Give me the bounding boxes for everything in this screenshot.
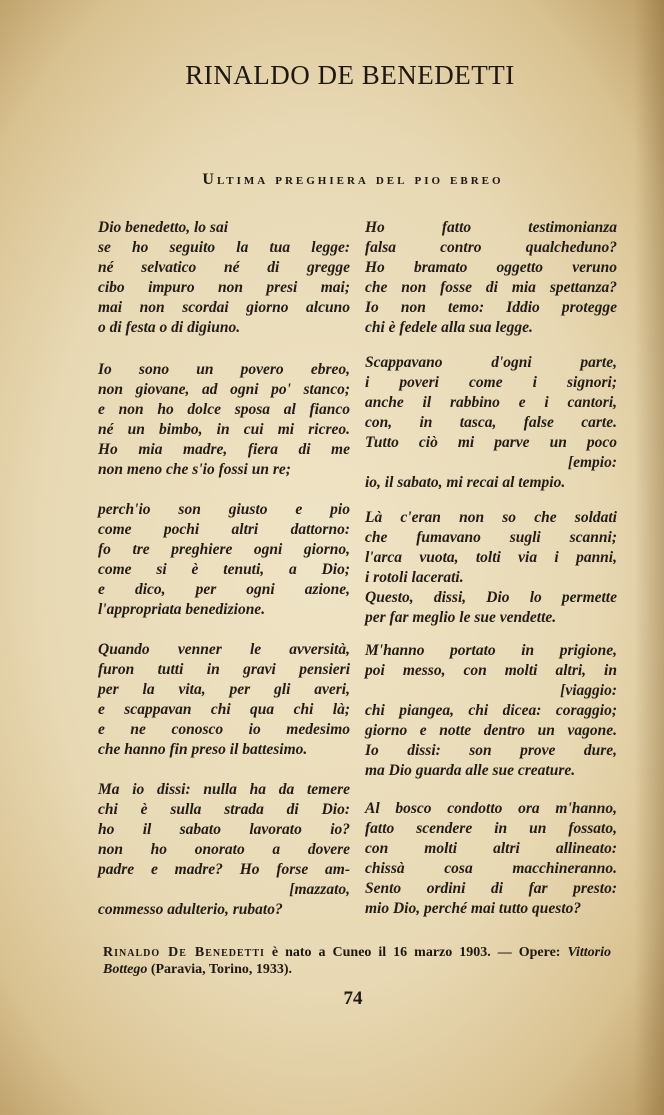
stanza <box>98 640 350 760</box>
verse-line: padre e madre? Ho forse am- <box>98 861 350 878</box>
verse-line: [empio: <box>567 454 617 471</box>
author-heading: RINALDO DE BENEDETTI <box>185 60 515 90</box>
verse-line: che hanno fin preso il battesimo. <box>98 741 308 758</box>
verse-line: non giovane, ad ogni po' stanco; <box>98 381 350 398</box>
verse-line: e ne conosco io medesimo <box>98 721 350 738</box>
verse-line: ho il sabato lavorato io? <box>98 821 350 838</box>
footnote-author-name: Rinaldo De Benedetti <box>103 945 265 960</box>
verse-line: non ho onorato a dovere <box>98 841 350 858</box>
verse-line: furon tutti in gravi pensieri <box>98 661 350 678</box>
stanza <box>98 500 350 620</box>
verse-line: l'arca vuota, tolti via i panni, <box>365 549 617 566</box>
verse-line: io, il sabato, mi recai al tempio. <box>365 474 566 491</box>
verse-line: Là c'eran non so che soldati <box>365 509 617 526</box>
verse-line: come si è tenuti, a Dio; <box>98 561 350 578</box>
stanza <box>98 218 350 338</box>
verse-line: per far meglio le sue vendette. <box>365 609 557 626</box>
verse-line: chi è fedele alla sua legge. <box>365 319 533 336</box>
verse-line: per la vita, per gli averi, <box>98 681 350 698</box>
verse-line: Quando venner le avversità, <box>98 641 350 658</box>
verse-line: chissà cosa macchineranno. <box>365 860 617 877</box>
verse-line: come pochi altri dattorno: <box>98 521 350 538</box>
footnote-work-title: Vittorio Bottego <box>103 945 612 977</box>
stanza <box>365 508 617 628</box>
page-number: 74 <box>343 988 363 1009</box>
poem-title: Ultima preghiera del pio ebreo <box>202 171 504 188</box>
verse-line: Dio benedetto, lo sai <box>98 219 229 236</box>
verse-line: non meno che s'io fossi un re; <box>98 461 291 478</box>
verse-line: Tutto ciò mi parve un poco <box>365 434 617 451</box>
verse-line: fo tre preghiere ogni giorno, <box>98 541 350 558</box>
verse-line: con, in tasca, false carte. <box>365 414 617 431</box>
verse-line: Io non temo: Iddio protegge <box>365 299 617 316</box>
verse-line: mio Dio, perché mai tutto questo? <box>365 900 582 917</box>
stanza <box>365 641 617 781</box>
verse-line: né un bimbo, in cui mi ricreo. <box>98 421 350 438</box>
verse-line: Ho fatto testimonianza <box>365 219 617 236</box>
verse-line: e scappavan chi qua chi là; <box>98 701 350 718</box>
verse-line: anche il rabbino e i cantori, <box>365 394 617 411</box>
stanza <box>365 218 617 338</box>
verse-line: ma Dio guarda alle sue creature. <box>365 762 576 779</box>
verse-line: che non fosse di mia spettanza? <box>365 279 617 296</box>
verse-line: i poveri come i signori; <box>365 374 617 391</box>
verse-line: giorno e notte dentro un vagone. <box>365 722 617 739</box>
page-edge-shadow <box>634 0 664 1115</box>
verse-line: che fumavano sugli scanni; <box>365 529 617 546</box>
stanza <box>98 360 350 480</box>
stanza <box>365 353 617 493</box>
verse-line: [viaggio: <box>560 682 617 699</box>
verse-line: se ho seguito la tua legge: <box>98 239 350 256</box>
verse-line: falsa contro qualcheduno? <box>365 239 617 256</box>
verse-line: l'appropriata benedizione. <box>98 601 266 618</box>
verse-line: Ho bramato oggetto veruno <box>365 259 617 276</box>
verse-line: né selvatico né di gregge <box>98 259 350 276</box>
footnote-publisher: (Paravia, Torino, 1933). <box>147 962 293 977</box>
verse-line: fatto scendere in un fossato, <box>365 820 617 837</box>
verse-line: Scappavano d'ogni parte, <box>365 354 617 371</box>
verse-line: mai non scordai giorno alcuno <box>98 299 350 316</box>
verse-line: Questo, dissi, Dio lo permette <box>365 589 617 606</box>
verse-line: M'hanno portato in prigione, <box>365 642 617 659</box>
verse-line: i rotoli lacerati. <box>365 569 464 586</box>
verse-line: o di festa o di digiuno. <box>98 319 241 336</box>
verse-line: e dico, per ogni azione, <box>98 581 350 598</box>
verse-line: Sento ordini di far presto: <box>365 880 617 897</box>
verse-line: [mazzato, <box>289 881 350 898</box>
verse-line: commesso adulterio, rubato? <box>98 901 283 918</box>
verse-line: Ma io dissi: nulla ha da temere <box>98 781 350 798</box>
verse-line: Ho mia madre, fiera di me <box>98 441 350 458</box>
verse-line: cibo impuro non presi mai; <box>98 279 350 296</box>
verse-line: poi messo, con molti altri, in <box>365 662 617 679</box>
stanza <box>365 799 617 919</box>
verse-line: Io sono un povero ebreo, <box>98 361 350 378</box>
verse-line: perch'io son giusto e pio <box>98 501 350 518</box>
verse-line: chi piangea, chi dicea: coraggio; <box>365 702 617 719</box>
verse-line: e non ho dolce sposa al fianco <box>98 401 350 418</box>
verse-line: con molti altri allineato: <box>365 840 617 857</box>
verse-line: chi è sulla strada di Dio: <box>98 801 350 818</box>
stanza <box>98 780 350 920</box>
verse-line: Al bosco condotto ora m'hanno, <box>365 800 617 817</box>
author-footnote <box>103 944 611 978</box>
verse-line: Io dissi: son prove dure, <box>365 742 617 759</box>
footnote-text: è nato a Cuneo il 16 marzo 1903. — Opere: <box>264 945 568 960</box>
